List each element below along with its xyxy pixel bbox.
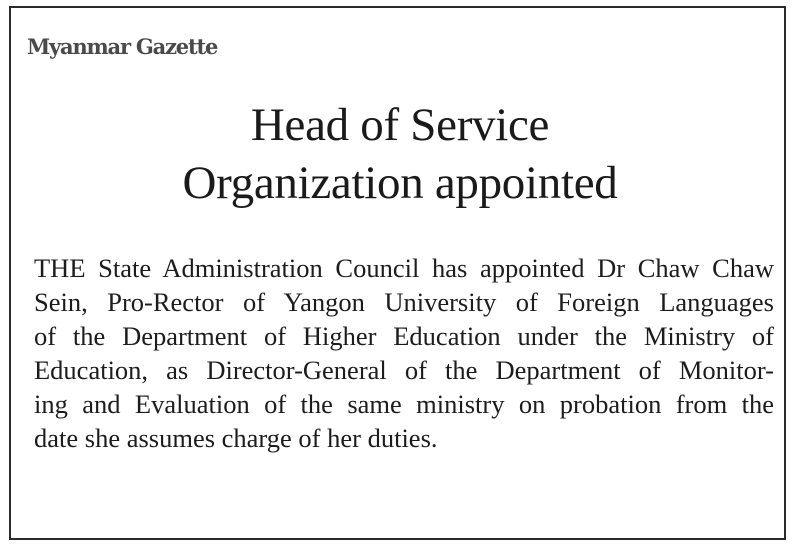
article-line: Education, as Director-General of the Department of Monitor- bbox=[34, 355, 774, 385]
masthead: Myanmar Gazette bbox=[27, 34, 218, 59]
article-line: THE State Administration Council has appointed Dr Chaw Chaw bbox=[34, 253, 774, 283]
headline-line-2: Organization appointed bbox=[182, 157, 618, 209]
headline-line-1: Head of Service bbox=[250, 99, 550, 151]
headline bbox=[0, 96, 800, 212]
article-line: date she assumes charge of her duties. bbox=[34, 423, 438, 453]
article-line: of the Department of Higher Education under the Ministry of bbox=[34, 321, 774, 351]
article-line: Sein, Pro-Rector of Yangon University of Foreign Languages bbox=[34, 287, 774, 317]
article-body bbox=[34, 251, 774, 455]
article-line: ing and Evaluation of the same ministry on probation from the bbox=[34, 389, 774, 419]
